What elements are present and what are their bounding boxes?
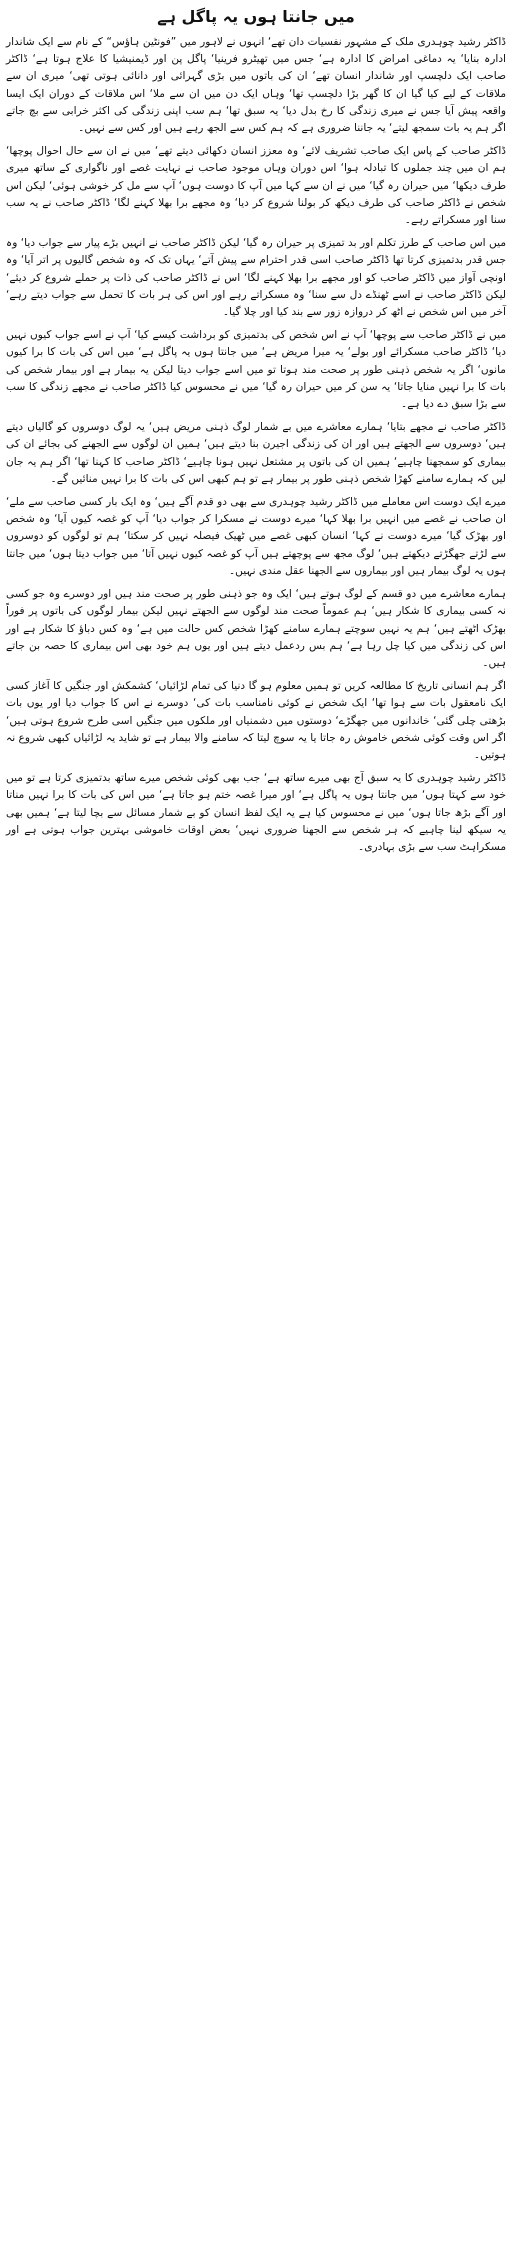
article-paragraph: ڈاکٹر صاحب کے پاس ایک صاحب تشریف لائے‘ وہ معزز انسان دکھائی دیتے تھے‘ میں نے ان سے حال احوال پوچھا‘ ہم ان میں چند جملوں کا تبادلہ ہوا‘ اس دوران وہاں موجود صاحب نے نہایت غصے اور ناگواری کے ساتھ میری طرف دیکھا‘ میں حیران رہ گیا‘ میں نے ان سے کہا میں آپ کا دوست ہوں‘ آپ سے مل کر خوشی ہوئی‘ لیکن اس شخص نے ڈاکٹر صاحب کی طرف دیکھ کر بولنا شروع کر دیا‘ وہ مجھے برا بھلا کہنے لگا‘ ڈاکٹر صاحب نے یہ سب سنا اور مسکراتے رہے۔ <box>6 145 506 227</box>
article-paragraph: ڈاکٹر رشید چوہدری کا یہ سبق آج بھی میرے ساتھ ہے‘ جب بھی کوئی شخص میرے ساتھ بدتمیزی کرتا ہے تو میں خود سے کہتا ہوں‘ میں جانتا ہوں یہ پاگل ہے‘ اور میرا غصہ ختم ہو جاتا ہے‘ میں اس کی بات کا برا نہیں مناتا اور آگے بڑھ جاتا ہوں‘ میں نے محسوس کیا ہے یہ ایک لفظ انسان کو بے شمار مسائل سے بچا لیتا ہے‘ ہمیں بھی یہ سیکھ لینا چاہیے کہ ہر شخص سے الجھنا ضروری نہیں‘ بعض اوقات خاموشی بہترین جواب ہوتی ہے اور مسکراہٹ سب سے بڑی بہادری۔ <box>6 772 506 853</box>
article-paragraph: ڈاکٹر صاحب نے مجھے بتایا‘ ہمارے معاشرے میں بے شمار لوگ ذہنی مریض ہیں‘ یہ لوگ دوسروں کو گالیاں دیتے ہیں‘ دوسروں سے الجھتے ہیں اور ان کی زندگی اجیرن بنا دیتے ہیں‘ ہمیں ان لوگوں سے الجھنے کی بجائے ان کی بیماری کو سمجھنا چاہیے‘ ہمیں ان کی باتوں پر مشتعل نہیں ہونا چاہیے‘ ڈاکٹر صاحب کا کہنا تھا‘ اگر ہم یہ جان لیں کہ ہمارے سامنے کھڑا شخص ذہنی طور پر بیمار ہے تو ہم کبھی اس کی بات کا برا نہیں منائیں گے۔ <box>6 421 506 485</box>
article-paragraph: میں نے ڈاکٹر صاحب سے پوچھا‘ آپ نے اس شخص کی بدتمیزی کو برداشت کیسے کیا‘ آپ نے اسے جواب کیوں نہیں دیا‘ ڈاکٹر صاحب مسکرائے اور بولے‘ یہ میرا مریض ہے‘ میں جانتا ہوں یہ پاگل ہے‘ میں اس کی بات کا برا کیوں مانوں‘ اگر یہ شخص ذہنی طور پر صحت مند ہوتا تو میں اسے جواب دیتا لیکن یہ بیمار ہے اور بیمار شخص کی بات کا برا نہیں منایا جاتا‘ یہ سن کر میں حیران رہ گیا‘ میں نے محسوس کیا ڈاکٹر صاحب نے مجھے زندگی کا سب سے بڑا سبق دے دیا ہے۔ <box>6 329 506 411</box>
article-paragraph: ڈاکٹر رشید چوہدری ملک کے مشہور نفسیات دان تھے‘ انہوں نے لاہور میں ”فونٹین ہاؤس“ کے نام سے ایک شاندار ادارہ بنایا‘ یہ دماغی امراض کا ادارہ ہے‘ جس میں تھیٹرو فرینیا‘ پاگل پن اور ڈیمنیشیا کا علاج ہوتا ہے‘ ڈاکٹر صاحب ایک دلچسپ اور شاندار انسان تھے‘ ان کی باتوں میں بڑی گہرائی اور دانائی ہوتی تھی‘ میری ان سے ملاقات کے لیے کیا گیا ان کا گھر بڑا دلچسپ تھا‘ وہاں ایک دن میں ان سے ملا‘ اس ملاقات کے دوران ایک ایسا واقعہ پیش آیا جس نے میری زندگی کا رخ بدل دیا‘ یہ سبق تھا‘ ہم سب اپنی زندگی کی اکثر خرابی سے بچ جاتے اگر ہم یہ بات سمجھ لیتے‘ یہ جاننا ضروری ہے کہ ہم کس سے الجھ رہے ہیں اور کس سے نہیں۔ <box>6 36 506 135</box>
article-paragraph: میں اس صاحب کے طرز تکلم اور بد تمیزی پر حیران رہ گیا‘ لیکن ڈاکٹر صاحب نے انہیں بڑے پیار سے جواب دیا‘ وہ جس قدر بدتمیزی کرتا تھا ڈاکٹر صاحب اسی قدر احترام سے پیش آتے‘ یہاں تک کہ وہ شخص گالیوں پر اتر آیا‘ وہ اونچی آواز میں ڈاکٹر صاحب کو اور مجھے برا بھلا کہنے لگا‘ اس نے ڈاکٹر صاحب کی ذات پر حملے شروع کر دیئے‘ لیکن ڈاکٹر صاحب نے اسے ٹھنڈے دل سے سنا‘ وہ مسکراتے رہے اور اس کی ہر بات کا تحمل سے جواب دیتے رہے‘ آخر میں اس شخص نے اٹھ کر دروازہ زور سے بند کیا اور چلا گیا۔ <box>6 237 506 319</box>
article-headline: میں جانتا ہوں یہ پاگل ہے <box>157 7 355 26</box>
article-paragraph: اگر ہم انسانی تاریخ کا مطالعہ کریں تو ہمیں معلوم ہو گا دنیا کی تمام لڑائیاں‘ کشمکش اور جنگیں کا آغاز کسی ایک نامعقول بات سے ہوا تھا‘ ایک شخص نے کوئی نامناسب بات کی‘ دوسرے نے اس کا جواب دیا اور یوں بات بڑھتی چلی گئی‘ خاندانوں میں جھگڑے‘ دوستوں میں دشمنیاں اور ملکوں میں جنگیں اسی طرح شروع ہوتی ہیں‘ اگر اس وقت کوئی شخص خاموش رہ جاتا یا یہ سوچ لیتا کہ سامنے والا بیمار ہے تو شاید یہ لڑائیاں کبھی شروع نہ ہوتیں۔ <box>6 680 506 761</box>
article-paragraph: ہمارے معاشرے میں دو قسم کے لوگ ہوتے ہیں‘ ایک وہ جو ذہنی طور پر صحت مند ہیں اور دوسرے وہ جو کسی نہ کسی بیماری کا شکار ہیں‘ ہم عموماً صحت مند لوگوں سے الجھتے نہیں لیکن بیمار لوگوں کی باتوں پر فوراً بھڑک اٹھتے ہیں‘ ہم یہ نہیں سوچتے ہمارے سامنے کھڑا شخص کس حالت میں ہے‘ وہ کس دباؤ کا شکار ہے اور اس کی زندگی میں کیا چل رہا ہے‘ ہم بس ردعمل دیتے ہیں اور یوں ہم خود بھی اس بیماری کا حصہ بن جاتے ہیں۔ <box>6 588 506 669</box>
article-paragraph: میرے ایک دوست اس معاملے میں ڈاکٹر رشید چوہدری سے بھی دو قدم آگے ہیں‘ وہ ایک بار کسی صاحب سے ملے‘ ان صاحب نے غصے میں انہیں برا بھلا کہا‘ میرے دوست نے مسکرا کر جواب دیا‘ آپ کو غصہ کیوں آیا‘ وہ شخص اور بھڑک گیا‘ میرے دوست نے کہا‘ انسان کبھی غصے میں ٹھیک فیصلہ نہیں کر سکتا‘ ہم تو لوگوں کو دوسروں سے لڑتے جھگڑتے دیکھتے ہیں‘ لوگ مجھ سے پوچھتے ہیں آپ کو غصہ کیوں نہیں آتا‘ میں جواب دیتا ہوں‘ میں جانتا ہوں یہ لوگ بیمار ہیں اور بیماروں سے الجھنا عقل مندی نہیں۔ <box>6 496 506 577</box>
